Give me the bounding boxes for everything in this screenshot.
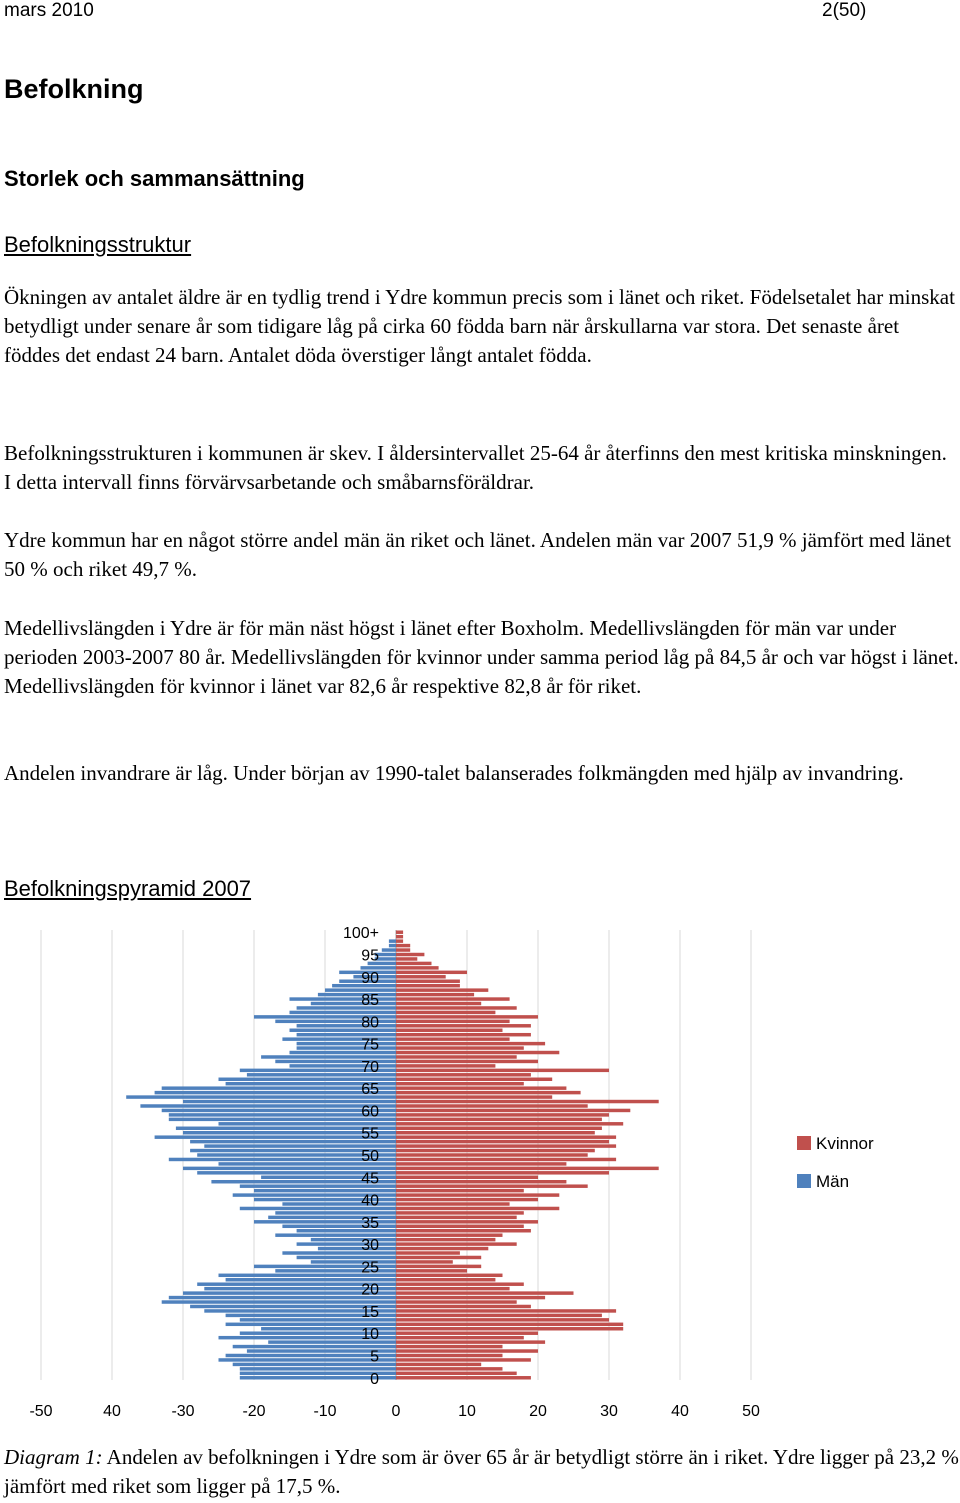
bar-kvinnor: [396, 1176, 538, 1179]
bar-kvinnor: [396, 1202, 510, 1205]
paragraph-population-structure: Befolkningsstrukturen i kommunen är skev. I åldersintervallet 25-64 år återfinns den mest kritiska minskningen. I detta intervall finns förvärvsarbetande och småbarnsföräldrar.: [4, 441, 947, 494]
chart-heading: Befolkningspyramid 2007: [4, 876, 252, 901]
bar-kvinnor: [396, 1162, 566, 1165]
bar-man: [297, 1006, 396, 1009]
bar-kvinnor: [396, 1171, 609, 1174]
bar-man: [311, 1260, 396, 1263]
bar-kvinnor: [396, 1291, 574, 1294]
bar-kvinnor: [396, 1211, 524, 1214]
bar-kvinnor: [396, 1082, 524, 1085]
paragraph-immigration: Andelen invandrare är låg. Under början av 1990-talet balanserades folkmängden med hjälp av invandring.: [4, 761, 904, 785]
age-tick-label: 55: [361, 1125, 379, 1143]
bar-man: [290, 997, 397, 1000]
bar-man: [297, 1229, 396, 1232]
bar-kvinnor: [396, 1331, 538, 1334]
age-tick-label: 35: [361, 1214, 379, 1232]
bar-kvinnor: [396, 1309, 616, 1312]
age-tick-label: 25: [361, 1259, 379, 1277]
age-tick-label: 30: [361, 1237, 379, 1255]
age-tick-label: 60: [361, 1103, 379, 1121]
bar-man: [126, 1095, 396, 1098]
bar-man: [290, 1051, 397, 1054]
bar-kvinnor: [396, 1086, 566, 1089]
bar-man: [318, 993, 396, 996]
bar-kvinnor: [396, 1122, 623, 1125]
bar-kvinnor: [396, 1158, 616, 1161]
bar-kvinnor: [396, 1314, 602, 1317]
bar-kvinnor: [396, 1091, 581, 1094]
x-tick-label: 40: [671, 1403, 689, 1420]
bar-kvinnor: [396, 1247, 488, 1250]
x-tick-label: 20: [529, 1403, 547, 1420]
bar-kvinnor: [396, 1193, 559, 1196]
bar-kvinnor: [396, 1269, 467, 1272]
legend-swatch: [797, 1136, 811, 1150]
bar-kvinnor: [396, 1029, 503, 1032]
bar-man: [389, 944, 396, 947]
bar-kvinnor: [396, 1042, 545, 1045]
bar-kvinnor: [396, 1144, 616, 1147]
bar-kvinnor: [396, 1358, 531, 1361]
bar-kvinnor: [396, 1037, 510, 1040]
bar-kvinnor: [396, 1127, 602, 1130]
bar-kvinnor: [396, 1184, 588, 1187]
x-tick-label: 10: [458, 1403, 476, 1420]
bar-kvinnor: [396, 1113, 609, 1116]
bar-kvinnor: [396, 1305, 531, 1308]
bar-kvinnor: [396, 1229, 531, 1232]
bar-kvinnor: [396, 1109, 630, 1112]
age-tick-label: 40: [361, 1192, 379, 1210]
bar-kvinnor: [396, 1349, 538, 1352]
bar-kvinnor: [396, 1242, 517, 1245]
bar-kvinnor: [396, 1363, 481, 1366]
bar-man: [290, 1011, 397, 1014]
legend-label: Kvinnor: [816, 1134, 874, 1153]
bar-kvinnor: [396, 1372, 517, 1375]
bar-kvinnor: [396, 1015, 538, 1018]
page-title: Befolkning: [4, 74, 144, 104]
bar-kvinnor: [396, 1140, 609, 1143]
bar-man: [290, 1029, 397, 1032]
age-tick-label: 65: [361, 1081, 379, 1099]
bar-kvinnor: [396, 1278, 495, 1281]
bar-kvinnor: [396, 944, 410, 947]
bar-kvinnor: [396, 1006, 517, 1009]
x-tick-label: -20: [242, 1403, 266, 1420]
bar-kvinnor: [396, 1282, 524, 1285]
paragraph-gender-share: Ydre kommun har en något större andel män än riket och länet. Andelen män var 2007 51,9 % jämfört med länet 50 % och riket 49,7 %.: [4, 528, 952, 581]
bar-kvinnor: [396, 1073, 531, 1076]
x-tick-label: 50: [742, 1403, 760, 1420]
bar-kvinnor: [396, 1287, 510, 1290]
bar-man: [297, 1024, 396, 1027]
page-number: 2(50): [822, 0, 867, 21]
bar-kvinnor: [396, 971, 467, 974]
bar-kvinnor: [396, 1233, 503, 1236]
bar-kvinnor: [396, 1251, 460, 1254]
paragraph-population-trend: Ökningen av antalet äldre är en tydlig trend i Ydre kommun precis som i länet och riket. Födelsetalet har minskat betydligt under senare år som tidigare låg på cirka 60 födda barn när årskullarna var stora. Det senaste året föddes det endast 24 barn. Antalet döda överstiger långt antalet födda.: [4, 285, 955, 367]
bar-kvinnor: [396, 1376, 531, 1379]
x-tick-label: 0: [391, 1403, 401, 1420]
bar-kvinnor: [396, 1216, 517, 1219]
x-tick-label: -50: [29, 1403, 53, 1420]
bar-kvinnor: [396, 1189, 524, 1192]
bar-kvinnor: [396, 1104, 588, 1107]
bar-kvinnor: [396, 1024, 531, 1027]
age-tick-label: 0: [370, 1370, 379, 1388]
age-tick-label: 15: [361, 1303, 379, 1321]
bar-man: [297, 1042, 396, 1045]
bar-kvinnor: [396, 1046, 524, 1049]
x-tick-label: 40: [103, 1403, 121, 1420]
bar-man: [382, 948, 396, 951]
age-tick-label: 80: [361, 1014, 379, 1032]
bar-kvinnor: [396, 997, 510, 1000]
bar-man: [311, 1002, 396, 1005]
age-tick-label: 5: [370, 1348, 379, 1366]
bar-man: [318, 1247, 396, 1250]
bar-kvinnor: [396, 1051, 559, 1054]
bar-kvinnor: [396, 980, 460, 983]
bar-kvinnor: [396, 1265, 481, 1268]
bar-kvinnor: [396, 1336, 524, 1339]
bar-kvinnor: [396, 1011, 495, 1014]
bar-kvinnor: [396, 1367, 503, 1370]
bar-kvinnor: [396, 1274, 503, 1277]
bar-kvinnor: [396, 993, 474, 996]
bar-kvinnor: [396, 1260, 453, 1263]
x-tick-label: 30: [600, 1403, 618, 1420]
bar-kvinnor: [396, 1340, 545, 1343]
bar-kvinnor: [396, 1069, 609, 1072]
age-tick-label: 45: [361, 1170, 379, 1188]
bar-kvinnor: [396, 966, 439, 969]
header-date: mars 2010: [4, 0, 94, 21]
bar-kvinnor: [396, 1296, 545, 1299]
bar-kvinnor: [396, 1135, 616, 1138]
bar-kvinnor: [396, 1220, 538, 1223]
age-tick-label: 100+: [342, 925, 379, 943]
bar-kvinnor: [396, 1149, 595, 1152]
bar-kvinnor: [396, 948, 410, 951]
bar-kvinnor: [396, 1064, 495, 1067]
bar-kvinnor: [396, 953, 424, 956]
bar-man: [140, 1104, 396, 1107]
population-pyramid-chart: [0, 910, 960, 1435]
bar-kvinnor: [396, 962, 432, 965]
bar-kvinnor: [396, 1323, 623, 1326]
paragraph-life-expectancy: Medellivslängden i Ydre är för män näst högst i länet efter Boxholm. Medellivslängden för män var under perioden 2003-2007 80 år. Medellivslängden för kvinnor under samma period låg på 84,5 år och var högst i länet. Medellivslängden för kvinnor i länet var 82,6 år respektive 82,8 år för riket.: [4, 616, 959, 698]
bar-kvinnor: [396, 930, 403, 933]
bar-man: [297, 1256, 396, 1259]
age-tick-label: 10: [361, 1326, 379, 1344]
bar-kvinnor: [396, 1354, 503, 1357]
bar-kvinnor: [396, 935, 403, 938]
age-tick-label: 95: [361, 947, 379, 965]
bar-kvinnor: [396, 1100, 659, 1103]
bar-kvinnor: [396, 1020, 510, 1023]
x-tick-label: -10: [313, 1403, 337, 1420]
bar-kvinnor: [396, 1318, 609, 1321]
figure-caption: [4, 1443, 959, 1501]
bar-kvinnor: [396, 1078, 552, 1081]
bar-kvinnor: [396, 1033, 531, 1036]
bar-kvinnor: [396, 1198, 538, 1201]
section-heading: Storlek och sammansättning: [4, 166, 305, 191]
bar-kvinnor: [396, 1131, 595, 1134]
age-tick-label: 50: [361, 1148, 379, 1165]
bar-man: [297, 1046, 396, 1049]
bar-kvinnor: [396, 984, 460, 987]
bar-man: [311, 1238, 396, 1241]
bar-kvinnor: [396, 1002, 481, 1005]
bar-kvinnor: [396, 1167, 659, 1170]
bar-kvinnor: [396, 1180, 566, 1183]
bar-kvinnor: [396, 975, 446, 978]
bar-kvinnor: [396, 1300, 517, 1303]
bar-kvinnor: [396, 1256, 481, 1259]
bar-kvinnor: [396, 1095, 552, 1098]
bar-kvinnor: [396, 1118, 602, 1121]
bar-kvinnor: [396, 1153, 588, 1156]
bar-kvinnor: [396, 1238, 495, 1241]
age-tick-label: 75: [361, 1036, 379, 1054]
bar-kvinnor: [396, 957, 417, 960]
caption-text: Andelen av befolkningen i Ydre som är över 65 år är betydligt större än i riket. Ydre ligger på 23,2 % jämfört med riket som ligger på 17,5 %.: [4, 1445, 959, 1498]
bar-kvinnor: [396, 1345, 503, 1348]
bar-man: [389, 939, 396, 942]
bar-kvinnor: [396, 1327, 623, 1330]
age-tick-label: 90: [361, 969, 379, 987]
bar-man: [297, 1033, 396, 1036]
bar-man: [290, 1064, 397, 1067]
bar-kvinnor: [396, 939, 403, 942]
subsection-heading: Befolkningsstruktur: [4, 232, 192, 257]
caption-label: Diagram 1:: [4, 1445, 103, 1469]
x-tick-label: -30: [171, 1403, 195, 1420]
bar-kvinnor: [396, 1060, 538, 1063]
bar-man: [297, 1242, 396, 1245]
bar-man: [155, 1135, 396, 1138]
bar-kvinnor: [396, 1207, 559, 1210]
bar-kvinnor: [396, 1225, 524, 1228]
age-tick-label: 85: [361, 992, 379, 1010]
legend-label: Män: [816, 1172, 850, 1191]
legend-swatch: [797, 1174, 811, 1188]
bar-kvinnor: [396, 988, 488, 991]
bar-kvinnor: [396, 1055, 517, 1058]
bar-man: [155, 1091, 396, 1094]
age-tick-label: 20: [361, 1281, 379, 1299]
age-tick-label: 70: [361, 1058, 379, 1076]
